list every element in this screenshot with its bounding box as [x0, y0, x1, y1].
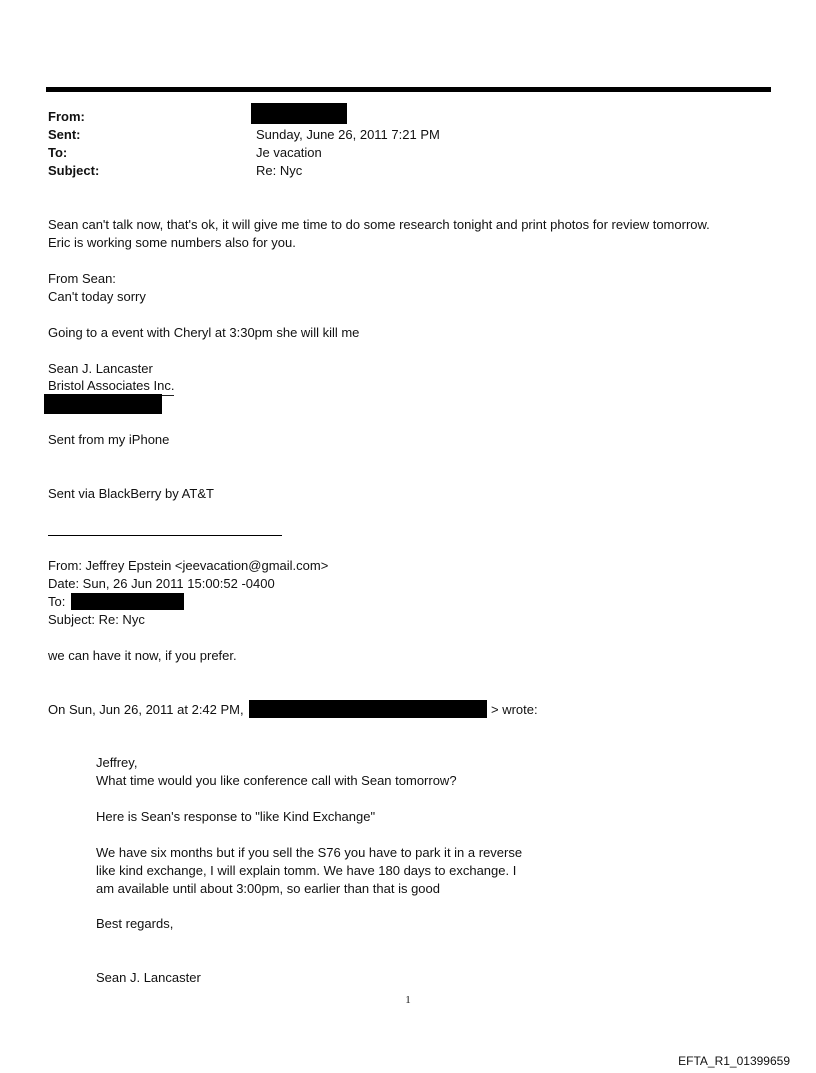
from-label: From: — [48, 109, 85, 124]
separator-line — [48, 535, 282, 536]
redacted-to — [71, 593, 184, 610]
sent-label: Sent: — [48, 127, 81, 142]
fwd-from: From: Jeffrey Epstein <jeevacation@gmail.com> — [48, 558, 329, 573]
cant-today: Can't today sorry — [48, 289, 146, 304]
signature-company: Bristol Associates Inc. — [48, 377, 174, 396]
fwd-date: Date: Sun, 26 Jun 2011 15:00:52 -0400 — [48, 576, 275, 591]
to-value: Je vacation — [256, 145, 322, 160]
quoted-closing: Best regards, — [96, 916, 174, 931]
page-number: 1 — [405, 994, 411, 1006]
from-sean: From Sean: — [48, 271, 116, 286]
redacted-from — [251, 103, 347, 124]
signature-name: Sean J. Lancaster — [48, 361, 153, 376]
fwd-subject: Subject: Re: Nyc — [48, 612, 145, 627]
fwd-reply: we can have it now, if you prefer. — [48, 648, 237, 663]
bates-number: EFTA_R1_01399659 — [678, 1054, 790, 1068]
quoted-name: Sean J. Lancaster — [96, 970, 201, 985]
body-line-2: Eric is working some numbers also for you. — [48, 235, 296, 250]
subject-value: Re: Nyc — [256, 163, 303, 178]
sent-value: Sunday, June 26, 2011 7:21 PM — [256, 127, 440, 142]
sent-via-blackberry: Sent via BlackBerry by AT&T — [48, 486, 214, 501]
subject-label: Subject: — [48, 163, 100, 178]
quoted-question: What time would you like conference call with Sean tomorrow? — [96, 773, 457, 788]
quoted-line-3: am available until about 3:00pm, so earlier than that is good — [96, 881, 440, 896]
to-label: To: — [48, 145, 68, 160]
quoted-line-2: like kind exchange, I will explain tomm. We have 180 days to exchange. I — [96, 863, 517, 878]
body-line-1: Sean can't talk now, that's ok, it will give me time to do some research tonight and print photos for review tomorrow. — [48, 217, 710, 232]
quoted-greeting: Jeffrey, — [96, 755, 138, 770]
redacted-signature-line — [44, 394, 162, 414]
sent-from-iphone: Sent from my iPhone — [48, 432, 170, 447]
header-rule — [46, 87, 771, 92]
fwd-to-label: To: — [48, 594, 66, 609]
quoted-line-1: We have six months but if you sell the S76 you have to park it in a reverse — [96, 845, 523, 860]
redacted-sender — [249, 700, 487, 718]
on-date-prefix: On Sun, Jun 26, 2011 at 2:42 PM, — [48, 702, 244, 717]
event-line: Going to a event with Cheryl at 3:30pm she will kill me — [48, 325, 360, 340]
wrote-suffix: > wrote: — [491, 702, 538, 717]
quoted-intro: Here is Sean's response to "like Kind Exchange" — [96, 809, 376, 824]
